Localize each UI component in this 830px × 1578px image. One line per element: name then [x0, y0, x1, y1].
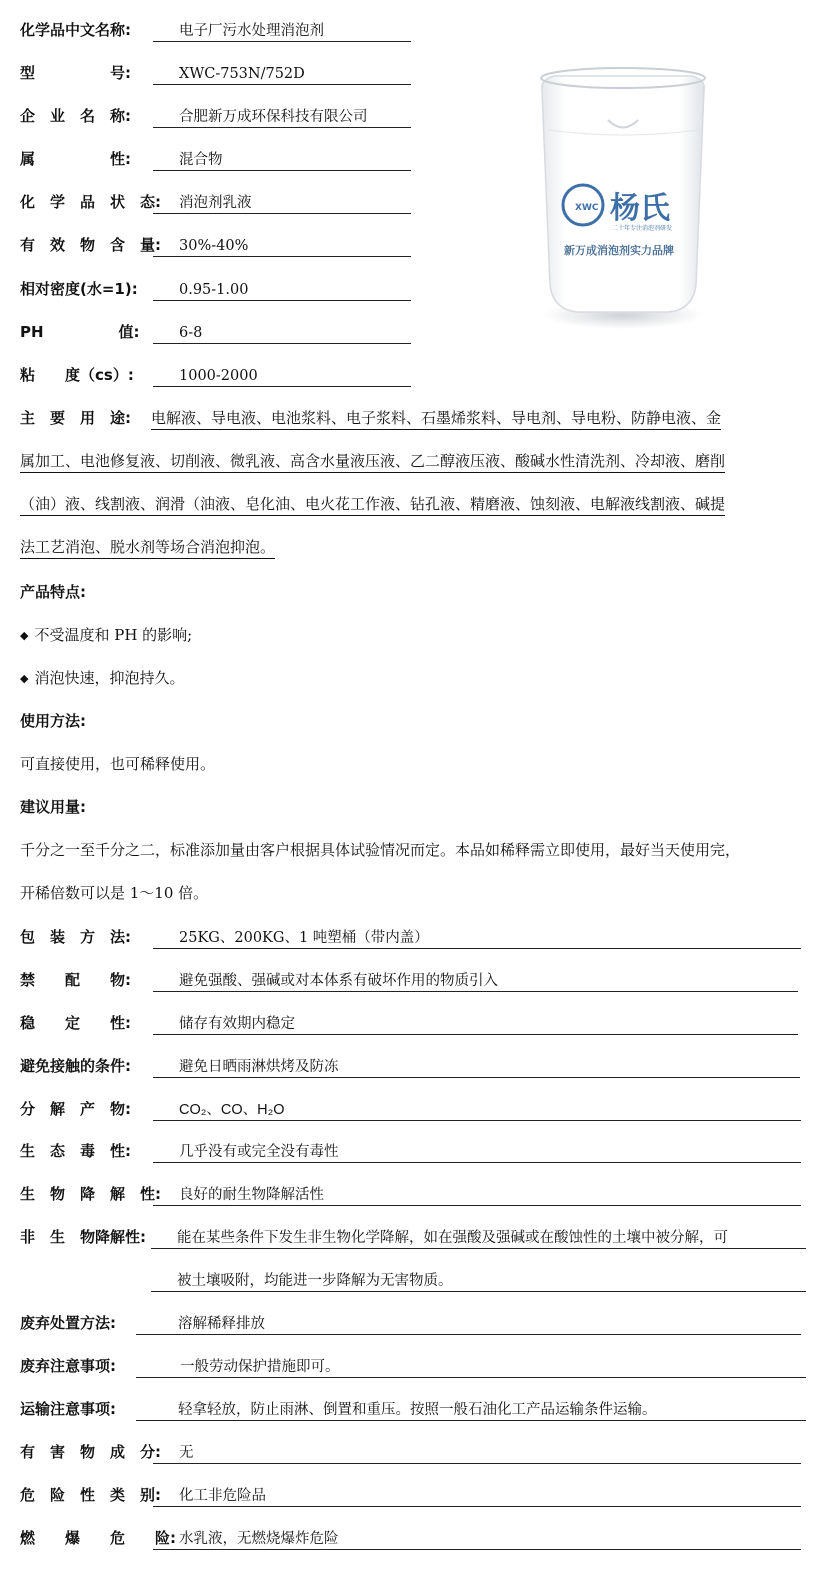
field-value-line: 被土壤吸附，均能进一步降解为无害物质。 [151, 1270, 806, 1292]
field-label: 废弃注意事项: [20, 1357, 116, 1375]
usage-section [20, 397, 810, 569]
beaker-icon [528, 60, 718, 340]
field-label: 避免接触的条件: [20, 1057, 131, 1075]
field-label: 非 生 物降解性: [20, 1228, 146, 1246]
field-label: 禁 配 物: [20, 971, 131, 989]
bullet-icon: ◆ [20, 629, 29, 642]
field-label: 稳 定 性: [20, 1014, 131, 1032]
features-heading: 产品特点: [20, 583, 86, 601]
field-label: 包 装 方 法: [20, 928, 131, 946]
field-value: 25KG、200KG、1 吨塑桶（带内盖） [153, 927, 801, 949]
dosage-line: 开稀倍数可以是 1～10 倍。 [20, 884, 209, 902]
field-value: XWC-753N/752D [153, 63, 411, 85]
field-value: 混合物 [153, 149, 411, 171]
field-label: 化学品中文名称: [20, 21, 131, 39]
usage-line: （油）液、线割液、润滑（油液、皂化油、电火花工作液、钻孔液、精磨液、蚀刻液、电解液线割液、碱提 [20, 495, 726, 513]
feature-item: ◆ 消泡快速，抑泡持久。 [20, 669, 185, 687]
field-value-line: 能在某些条件下发生非生物化学降解，如在强酸及强碱或在酸蚀性的土壤中被分解，可 [151, 1227, 806, 1249]
field-value: 避免日晒雨淋烘烤及防冻 [153, 1056, 800, 1078]
field-value: 储存有效期内稳定 [153, 1013, 798, 1035]
feature-item: ◆ 不受温度和 PH 的影响; [20, 626, 193, 644]
field-label: 有 害 物 成 分: [20, 1443, 161, 1461]
field-label: 生 物 降 解 性: [20, 1185, 161, 1203]
field-label: 属 性: [20, 150, 131, 168]
field-value: 良好的耐生物降解活性 [153, 1184, 801, 1206]
slogan-text: 新万成消泡剂实力品牌 [564, 244, 674, 257]
dosage-line: 千分之一至千分之二，标准添加量由客户根据具体试验情况而定。本品如稀释需立即使用，最好当天使用完， [20, 841, 741, 859]
field-value: 0.95-1.00 [153, 279, 411, 301]
field-value: 避免强酸、强碱或对本体系有破坏作用的物质引入 [153, 970, 798, 992]
logo-text: XWC [575, 203, 599, 213]
field-label: 生 态 毒 性: [20, 1142, 131, 1160]
field-label: 相对密度(水=1): [20, 280, 138, 298]
usage-line: 属加工、电池修复液、切削液、微乳液、高含水量液压液、乙二醇液压液、酸碱水性清洗剂、冷却液、磨削 [20, 452, 726, 470]
field-value: 1000-2000 [153, 365, 411, 387]
usage-line: 电解液、导电液、电池浆料、电子浆料、石墨烯浆料、导电剂、导电粉、防静电液、金 [151, 409, 722, 427]
bullet-icon: ◆ [20, 672, 29, 685]
field-label: 分 解 产 物: [20, 1100, 131, 1118]
product-beaker-image [528, 60, 718, 340]
field-label: 燃 爆 危 险: [20, 1529, 176, 1547]
field-value: 几乎没有或完全没有毒性 [153, 1141, 801, 1163]
method-text: 可直接使用，也可稀释使用。 [20, 755, 216, 773]
field-label: 型 号: [20, 64, 131, 82]
field-value: 溶解稀释排放 [136, 1313, 801, 1335]
field-label: 企 业 名 称: [20, 107, 131, 125]
usage-line: 法工艺消泡、脱水剂等场合消泡抑泡。 [20, 538, 276, 556]
field-label: 有 效 物 含 量: [20, 236, 161, 254]
field-value: 轻拿轻放，防止雨淋、倒置和重压。按照一般石油化工产品运输条件运输。 [136, 1399, 806, 1421]
brand-text: 杨氏 [610, 191, 670, 226]
field-value: 电子厂污水处理消泡剂 [153, 20, 411, 42]
tagline-text: 二十年专注消泡剂研发 [612, 225, 673, 232]
dosage-heading: 建议用量: [20, 798, 86, 816]
field-label: 废弃处置方法: [20, 1314, 116, 1332]
usage-label: 主 要 用 途: [20, 409, 131, 427]
field-label: 化 学 品 状 态: [20, 193, 161, 211]
method-heading: 使用方法: [20, 712, 86, 730]
field-label: 运输注意事项: [20, 1400, 116, 1418]
field-value: 消泡剂乳液 [153, 192, 411, 214]
field-value: 一般劳动保护措施即可。 [136, 1356, 806, 1378]
field-value: CO₂、CO、H₂O [153, 1099, 801, 1121]
field-label: PH 值: [20, 323, 140, 341]
field-value: 合肥新万成环保科技有限公司 [153, 106, 411, 128]
field-value: 无 [153, 1442, 801, 1464]
field-value: 水乳液，无燃烧爆炸危险 [153, 1528, 801, 1550]
field-value: 6-8 [153, 322, 411, 344]
field-value: 30%-40% [153, 235, 411, 257]
field-label: 危 险 性 类 别: [20, 1486, 161, 1504]
field-label: 粘 度（cs）: [20, 366, 134, 384]
field-value: 化工非危险品 [153, 1485, 801, 1507]
